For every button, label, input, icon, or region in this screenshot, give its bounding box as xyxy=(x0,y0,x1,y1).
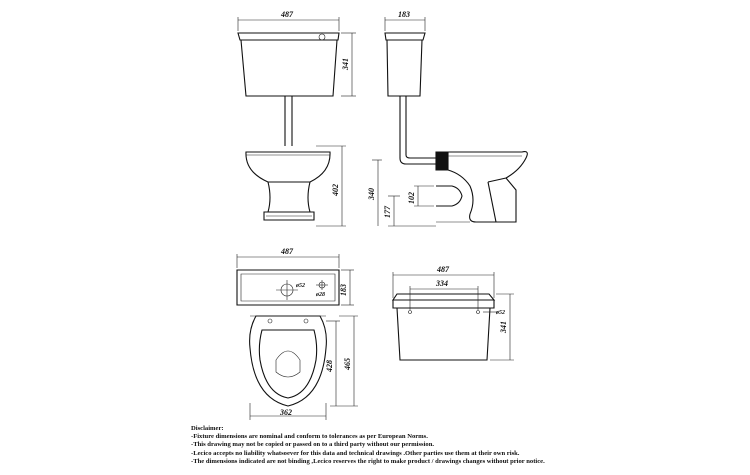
plan-cistern xyxy=(237,270,339,305)
plan-view xyxy=(237,247,358,420)
plan-hole-a-label: ø52 xyxy=(296,283,305,289)
disclaimer-line: -This drawing may not be copied or passed on to a third party without our permission. xyxy=(191,441,435,449)
rear-width-label: 487 xyxy=(437,265,449,274)
disclaimer-line: -The dimensions indicated are not binding ,Lecico reserves the right to make product / drawings changes without prior notice. xyxy=(191,457,545,465)
front-cistern xyxy=(238,33,339,96)
plan-seat-length-label: 428 xyxy=(325,360,334,372)
side-cistern xyxy=(385,33,425,96)
front-view xyxy=(238,10,356,226)
plan-width-label: 487 xyxy=(281,247,293,256)
rear-height-label: 341 xyxy=(499,321,508,333)
side-bottom-label: 177 xyxy=(383,206,392,218)
plan-total-length-label: 465 xyxy=(343,358,352,370)
disclaimer-line: -Fixture dimensions are nominal and conform to tolerances as per European Norms. xyxy=(191,433,428,441)
front-pan xyxy=(246,152,330,220)
front-width-label: 487 xyxy=(281,10,293,19)
front-cistern-height-label: 341 xyxy=(341,58,350,70)
front-dimensions xyxy=(238,10,356,226)
side-view xyxy=(367,10,527,226)
side-dimensions xyxy=(367,10,436,226)
disclaimer-block xyxy=(191,425,750,466)
side-depth-label: 183 xyxy=(398,10,410,19)
plan-seat xyxy=(250,316,327,406)
rear-inner-width-label: 334 xyxy=(436,279,448,288)
disclaimer-line: -Lecico accepts no liability whatsoever for this data and technical drawings .Other parties use them at their own risk. xyxy=(191,449,520,457)
plan-seat-width-label: 362 xyxy=(280,408,292,417)
plan-hole-b-label: ø28 xyxy=(316,292,325,298)
rear-hole-label: ø52 xyxy=(496,310,505,316)
side-pan xyxy=(436,152,527,222)
plan-depth-label: 183 xyxy=(339,284,348,296)
disclaimer-title: Disclaimer: xyxy=(191,425,224,432)
front-flush-pipe xyxy=(285,96,292,146)
side-flush-pipe xyxy=(400,96,436,164)
side-total-label: 340 xyxy=(367,188,376,200)
front-pan-height-label: 402 xyxy=(331,184,340,196)
rear-view xyxy=(393,265,514,360)
side-outlet-label: 102 xyxy=(407,192,416,204)
